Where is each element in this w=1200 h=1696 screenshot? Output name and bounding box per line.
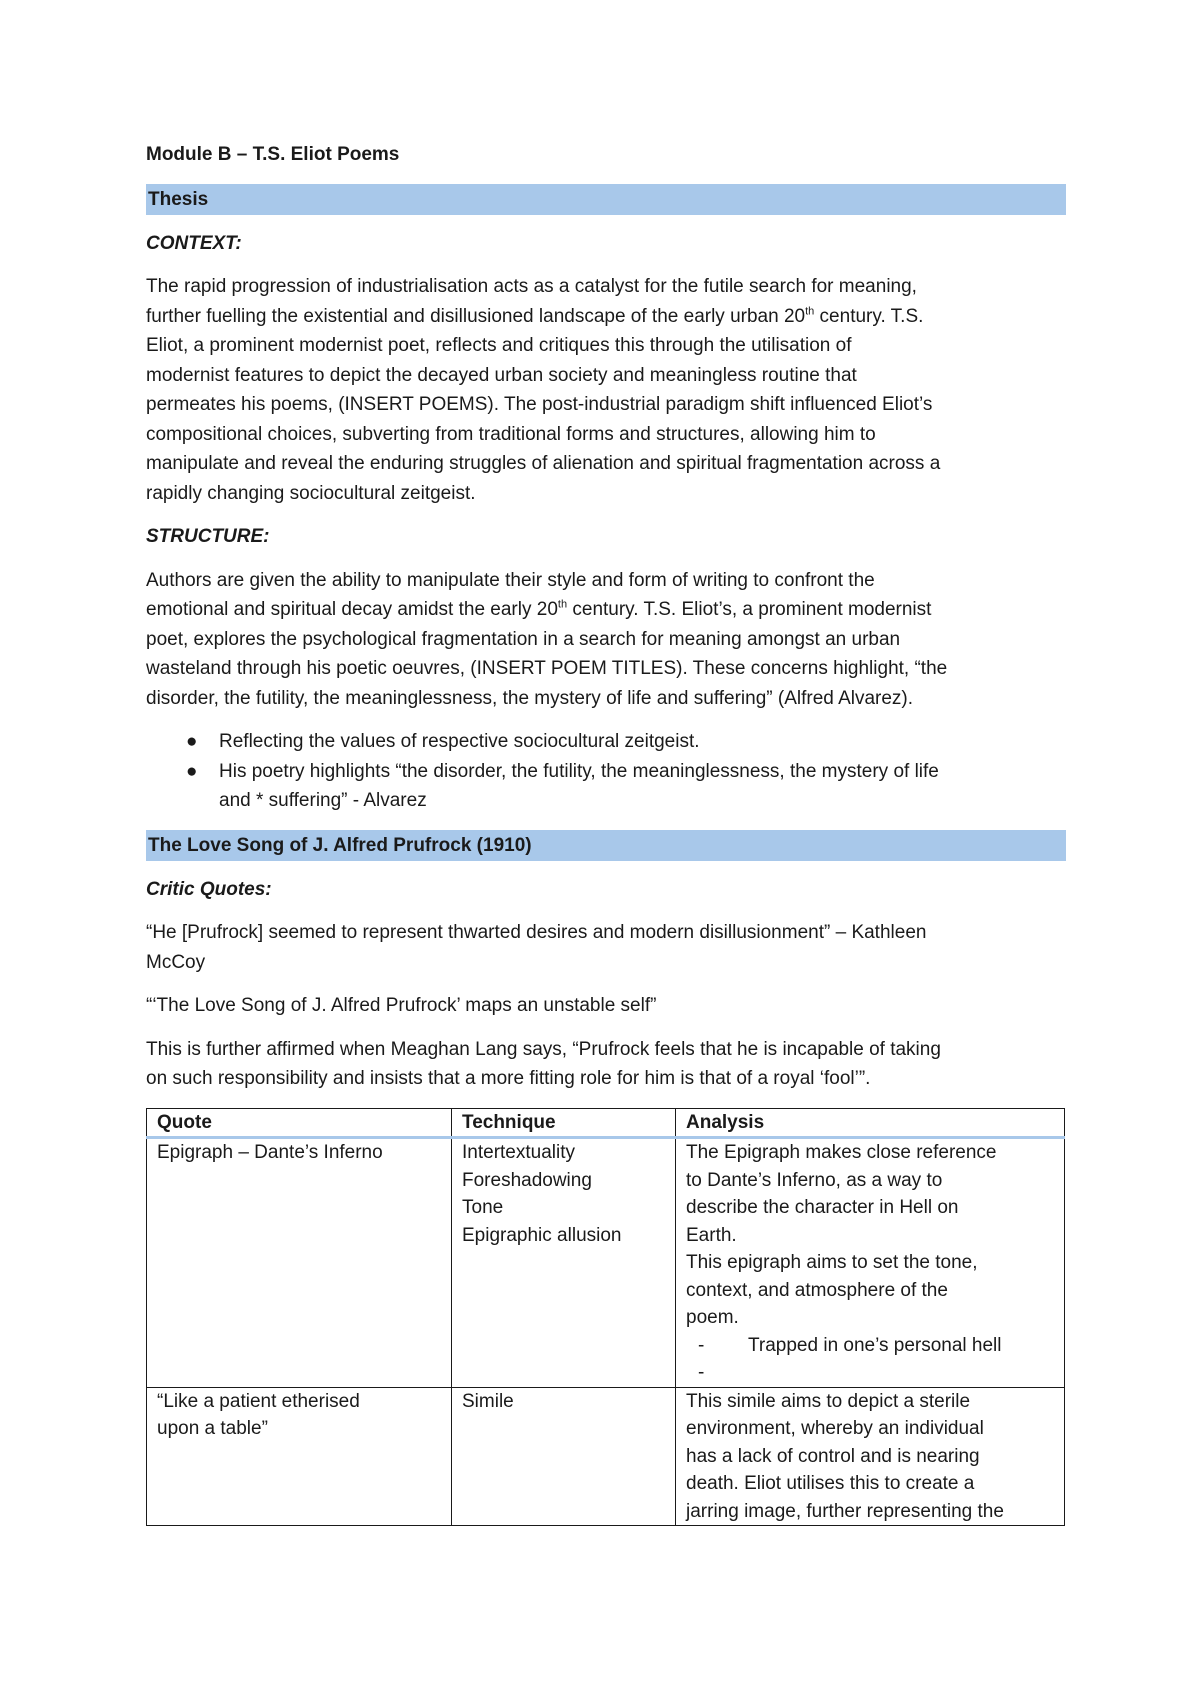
critic-quote: “‘The Love Song of J. Alfred Prufrock’ maps an unstable self” [146,995,657,1016]
table-cell-technique: Intertextuality Foreshadowing Tone Epigraphic allusion [452,1138,676,1388]
table-header-row [147,1108,1065,1138]
table-row [147,1138,1065,1388]
structure-line: disorder, the futility, the meaninglessness, the mystery of life and suffering” (Alfred Alvarez). [146,687,914,709]
table-header: Analysis [676,1108,1065,1138]
section-heading-prufrock: The Love Song of J. Alfred Prufrock (1910) [146,830,1066,861]
context-line: Eliot, a prominent modernist poet, reflects and critiques this through the utilisation of [146,335,852,356]
context-line: compositional choices, subverting from traditional forms and structures, allowing him to [146,423,876,445]
table-cell-technique: Simile [452,1387,676,1526]
critic-quote-line: McCoy [146,951,206,973]
table-row [147,1387,1065,1526]
document-content [146,140,1066,1526]
table-cell-analysis: The Epigraph makes close reference to Dante’s Inferno, as a way to describe the character in Hell on Earth. This epigraph aims to set the tone, context, and atmosphere of the poem. - Trapped in one’s personal hell - [676,1138,1065,1388]
section-heading-thesis: Thesis [146,184,1066,215]
structure-line: Authors are given the ability to manipulate their style and form of writing to confront the [146,569,875,591]
context-paragraph [146,272,1066,508]
table-cell-quote: “Like a patient etherised upon a table” [147,1387,452,1526]
table-header: Technique [452,1108,676,1138]
structure-line: poet, explores the psychological fragmentation in a search for meaning amongst an urban [146,628,901,650]
dash-list-item: - [698,1362,705,1383]
structure-paragraph [146,566,1066,714]
structure-line: emotional and spiritual decay amidst the early 20th century. T.S. Eliot’s, a prominent modernist [146,598,932,620]
table-cell-quote: Epigraph – Dante’s Inferno [147,1138,452,1388]
document-title: Module B – T.S. Eliot Poems [146,144,400,165]
structure-label: STRUCTURE: [146,526,270,547]
context-line: manipulate and reveal the enduring struggles of alienation and spiritual fragmentation across a [146,453,941,474]
context-line: rapidly changing sociocultural zeitgeist. [146,482,476,504]
critic-quote [146,1035,1066,1094]
list-item: ● His poetry highlights “the disorder, the futility, the meaninglessness, the mystery of life and * suffering” - Alvarez [146,757,1066,816]
critic-quote-line: “He [Prufrock] seemed to represent thwarted desires and modern disillusionment” – Kathleen [146,922,927,943]
dash-list-item: - Trapped in one’s personal hell [698,1334,1002,1356]
critic-quotes-label: Critic Quotes: [146,878,272,900]
context-line: modernist features to depict the decayed urban society and meaningless routine that [146,364,857,386]
list-item: ● Reflecting the values of respective sociocultural zeitgeist. [146,727,1066,757]
quote-analysis-table [146,1108,1065,1527]
context-line: permeates his poems, (INSERT POEMS). The post-industrial paradigm shift influenced Eliot’s [146,394,933,415]
structure-line: wasteland through his poetic oeuvres, (INSERT POEM TITLES). These concerns highlight, “the [146,658,948,679]
context-line: further fuelling the existential and disillusioned landscape of the early urban 20th century. T.S. [146,305,924,327]
critic-quote [146,918,1066,977]
bullet-icon: ● [186,731,198,752]
bullet-list [146,727,1066,816]
table-header: Quote [147,1108,452,1138]
context-line: The rapid progression of industrialisation acts as a catalyst for the futile search for meaning, [146,276,917,297]
bullet-icon: ● [186,760,198,782]
critic-quote-line: This is further affirmed when Meaghan Lang says, “Prufrock feels that he is incapable of taking [146,1038,941,1060]
critic-quote-line: on such responsibility and insists that a more fitting role for him is that of a royal ‘fool’”. [146,1068,871,1089]
table-cell-analysis: This simile aims to depict a sterile environment, whereby an individual has a lack of control and is nearing death. Eliot utilises this to create a jarring image, further representing the [676,1387,1065,1526]
context-label: CONTEXT: [146,232,242,254]
